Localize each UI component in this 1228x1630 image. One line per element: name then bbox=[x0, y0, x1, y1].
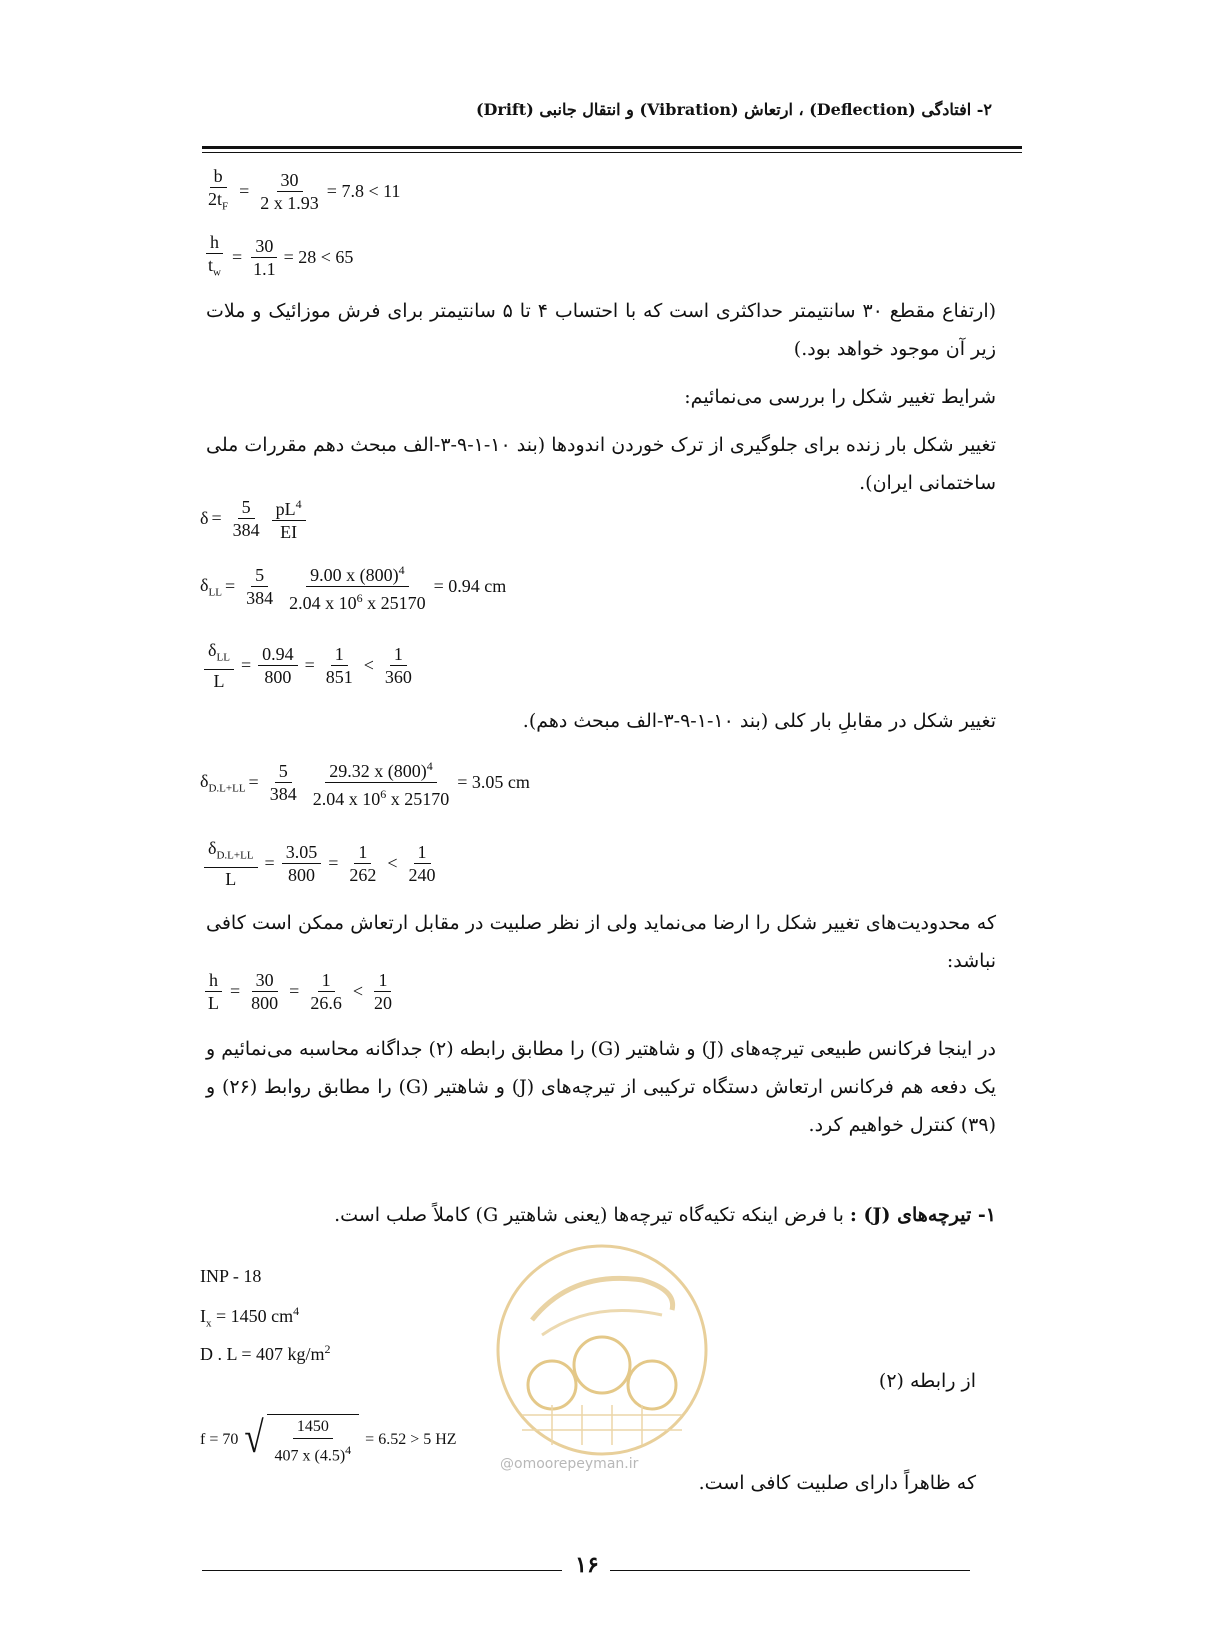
eq4-result: = 0.94 cm bbox=[433, 576, 507, 596]
radical-sign-icon: √ bbox=[244, 1413, 265, 1462]
paragraph-live-load-deflection: تغییر شکل بار زنده برای جلوگیری از ترک خوردن اندودها (بند ۱۰-۱-۹-۳-الف مبحث دهم مقررات ملی ساختمانی ایران). bbox=[206, 434, 996, 494]
spec-profile: INP - 18 bbox=[200, 1266, 262, 1286]
eq1-lhs-num: b bbox=[210, 166, 227, 188]
line-deflection-check: شرایط تغییر شکل را بررسی می‌نمائیم: bbox=[684, 386, 996, 408]
header-rule-thin bbox=[202, 152, 1022, 153]
section-joists-text: با فرض اینکه تکیه‌گاه تیرچه‌ها (یعنی شاهتیر G) کاملاً صلب است. bbox=[334, 1204, 850, 1226]
equation-web-ratio: $\frac{h}{t_w}$ = $\frac{30}{1.1}$ = 28 < 65 bbox=[200, 232, 353, 283]
section-joists-title: ۱- تیرچه‌های (J) : bbox=[849, 1204, 996, 1226]
equation-total-load-deflection: $\delta_{D.L+LL}$ = $\frac{5}{384}$ $\frac{29.32 x (800)^4}{2.04 x 10^6 x 25170}$ = 3.05 cm bbox=[200, 756, 530, 809]
paragraph-stiffness-note: که محدودیت‌های تغییر شکل را ارضا می‌نماید ولی از نظر صلبیت در مقابل ارتعاش ممکن است کافی نباشد: bbox=[206, 912, 996, 972]
line-total-load-deflection: تغییر شکل در مقابلِ بار کلی (بند ۱۰-۱-۹-۳-الف مبحث دهم). bbox=[522, 710, 996, 732]
paragraph-frequency-method: در اینجا فرکانس طبیعی تیرچه‌های (J) و شاهتیر (G) را مطابق رابطه (۲) جداگانه محاسبه می‌نمائیم و یک دفعه هم فرکانس ارتعاش دستگاه ترکیبی از تیرچه‌های (J) و شاهتیر (G) را مطابق روابط (۲۶) و (۳۹) کنترل خواهیم کرد. bbox=[206, 1038, 997, 1136]
equation-flange-ratio: $\frac{b}{2t_F}$ = $\frac{30}{2 x 1.93}$ = 7.8 < 11 bbox=[200, 166, 400, 217]
eq2-result: = 28 < 65 bbox=[283, 246, 354, 267]
footer-rule-left bbox=[202, 1570, 562, 1571]
equation-live-load-deflection: $\delta_{LL}$ = $\frac{5}{384}$ $\frac{9.00 x (800)^4}{2.04 x 10^6 x 25170}$ = 0.94 cm bbox=[200, 560, 506, 613]
footer-rule-right bbox=[610, 1570, 970, 1571]
equation-frequency: f = 70 √ $\frac{1450}{407 x (4.5)^4}$ = 6.52 > 5 HZ bbox=[200, 1413, 457, 1465]
equation-total-load-ratio: $\frac{\delta_{D.L+LL}}{L}$ = $\frac{3.05}{800}$ = $\frac{1}{262}$ < $\frac{1}{240}$ bbox=[200, 838, 444, 889]
eq9-result: = 6.52 > 5 HZ bbox=[365, 1431, 457, 1449]
page-number: ۱۶ bbox=[575, 1552, 599, 1578]
eq1-lhs-den: $2t_F$ bbox=[208, 189, 229, 213]
spec-moment-of-inertia: $I_x = 1450$ $cm^4$ bbox=[200, 1304, 300, 1330]
section-joists bbox=[206, 1196, 996, 1234]
spec-dead-load: D . L = 407 $kg/m^2$ bbox=[200, 1342, 331, 1364]
eq6-result: = 3.05 cm bbox=[457, 772, 530, 792]
equation-depth-span-ratio: $\frac{h}{L}$ = $\frac{30}{800}$ = $\frac{1}{26.6}$ < $\frac{1}{20}$ bbox=[200, 970, 400, 1013]
page-header-title: ۲- افتادگی (Deflection) ، ارتعاش (Vibration) و انتقال جانبی (Drift) bbox=[475, 100, 992, 119]
square-root: √ $\frac{1450}{407 x (4.5)^4}$ bbox=[242, 1414, 359, 1466]
watermark-site: @omoorepeyman.ir bbox=[500, 1456, 639, 1472]
relation-2-label: از رابطه (۲) bbox=[878, 1370, 976, 1392]
conclusion-line: که ظاهراً دارای صلبیت کافی است. bbox=[698, 1472, 976, 1494]
equation-live-load-ratio: $\frac{\delta_{LL}}{L}$ = $\frac{0.94}{800}$ = $\frac{1}{851}$ < $\frac{1}{360}$ bbox=[200, 640, 420, 691]
equation-deflection-formula: δ = $\frac{5}{384}$ $\frac{pL^4}{EI}$ bbox=[200, 494, 310, 542]
watermark-logo bbox=[492, 1240, 712, 1460]
paragraph-section-height: (ارتفاع مقطع ۳۰ سانتیمتر حداکثری است که با احتساب ۴ تا ۵ سانتیمتر برای فرش موزائیک و ملات زیر آن موجود خواهد بود.) bbox=[206, 300, 997, 360]
header-rule-thick bbox=[202, 146, 1022, 149]
eq1-result: = 7.8 < 11 bbox=[326, 180, 401, 201]
